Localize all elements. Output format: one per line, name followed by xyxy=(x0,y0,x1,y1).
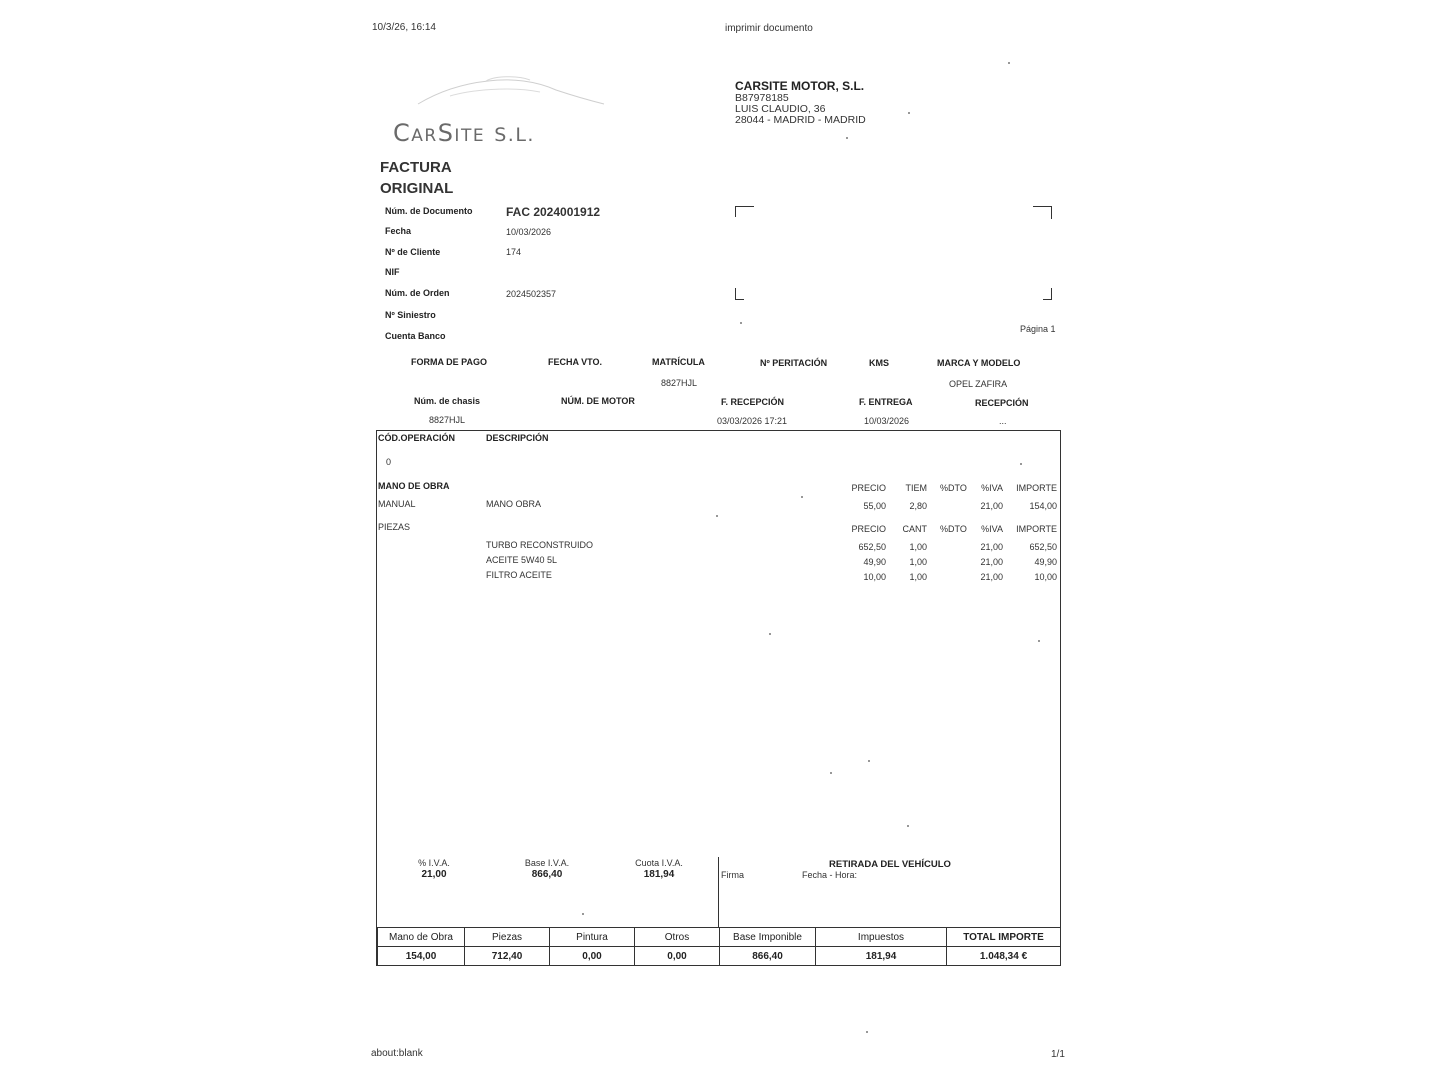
scan-speck xyxy=(1020,463,1022,465)
labour-row-description: MANO OBRA xyxy=(486,499,542,509)
parts-row-amount: 49,90 xyxy=(1034,557,1057,567)
parts-column-discount: %DTO xyxy=(940,524,967,534)
total-value-grand-total: 1.048,34 € xyxy=(947,947,1061,966)
field-label-bank-account: Cuenta Banco xyxy=(385,331,446,341)
header-delivery-date: F. ENTREGA xyxy=(859,397,913,407)
total-value-taxable-base: 866,40 xyxy=(720,947,816,966)
total-label-paint: Pintura xyxy=(550,928,635,947)
header-engine-number: NÚM. DE MOTOR xyxy=(561,396,635,406)
print-datetime: 10/3/26, 16:14 xyxy=(372,22,436,33)
value-make-model: OPEL ZAFIRA xyxy=(949,379,1008,389)
scan-speck xyxy=(907,825,909,827)
total-value-paint: 0,00 xyxy=(550,947,635,966)
field-label-client-number: Nº de Cliente xyxy=(385,247,441,257)
parts-row-amount: 10,00 xyxy=(1034,572,1057,582)
value-reception: ... xyxy=(999,416,1007,426)
labour-column-price: PRECIO xyxy=(851,483,886,493)
parts-section-label: PIEZAS xyxy=(378,522,411,532)
total-label-taxes: Impuestos xyxy=(816,928,947,947)
print-url: about:blank xyxy=(371,1048,423,1059)
company-cif: B87978185 xyxy=(735,92,789,104)
field-label-date: Fecha xyxy=(385,226,412,236)
scan-speck xyxy=(866,1031,868,1033)
scan-speck xyxy=(868,760,870,762)
labour-row-code: MANUAL xyxy=(378,499,416,509)
column-operation-code: CÓD.OPERACIÓN xyxy=(378,433,456,443)
parts-row-price: 49,90 xyxy=(863,557,886,567)
parts-column-quantity: CANT xyxy=(902,524,927,534)
field-label-order-number: Núm. de Orden xyxy=(385,288,450,298)
parts-row-vat: 21,00 xyxy=(980,572,1003,582)
header-due-date: FECHA VTO. xyxy=(548,357,603,367)
labour-row-price: 55,00 xyxy=(863,501,886,511)
field-value-order-number: 2024502357 xyxy=(506,289,557,299)
parts-row-description: FILTRO ACEITE xyxy=(486,570,552,580)
vat-rate-value: 21,00 xyxy=(421,869,447,880)
withdrawal-title: RETIRADA DEL VEHÍCULO xyxy=(829,859,951,870)
header-make-model: MARCA Y MODELO xyxy=(937,358,1021,368)
labour-row-amount: 154,00 xyxy=(1029,501,1057,511)
withdrawal-datetime-label: Fecha - Hora: xyxy=(802,870,858,880)
scan-speck xyxy=(1008,62,1010,64)
total-label-grand-total: TOTAL IMPORTE xyxy=(947,928,1061,947)
scan-speck xyxy=(716,515,718,517)
vat-quota-value: 181,94 xyxy=(643,869,675,880)
scan-speck xyxy=(740,322,742,324)
signature-label: Firma xyxy=(721,870,744,880)
logo-text-suffix: S.L. xyxy=(494,124,535,146)
document-type-line1: FACTURA xyxy=(380,159,452,176)
totals-table xyxy=(377,927,1061,966)
total-label-taxable-base: Base Imponible xyxy=(720,928,816,947)
vat-quota-label: Cuota I.V.A. xyxy=(635,858,683,868)
company-logo xyxy=(390,72,620,119)
parts-row-quantity: 1,00 xyxy=(909,542,927,552)
header-reception-date: F. RECEPCIÓN xyxy=(721,397,785,407)
car-silhouette-icon xyxy=(390,72,620,114)
field-value-document-number: FAC 2024001912 xyxy=(506,205,601,219)
field-label-document-number: Núm. de Documento xyxy=(385,206,473,216)
document-type xyxy=(380,157,453,199)
header-chassis-number: Núm. de chasis xyxy=(414,396,481,406)
scan-speck xyxy=(582,913,584,915)
vat-base-label: Base I.V.A. xyxy=(524,858,570,868)
operation-code-value: 0 xyxy=(386,457,392,467)
document-type-line2: ORIGINAL xyxy=(380,180,454,197)
parts-row-price: 10,00 xyxy=(863,572,886,582)
frame-corner-top-right xyxy=(1033,206,1052,219)
labour-column-amount: IMPORTE xyxy=(1016,483,1057,493)
parts-row-quantity: 1,00 xyxy=(909,572,927,582)
value-chassis-number: 8827HJL xyxy=(429,415,466,425)
scan-speck xyxy=(769,633,771,635)
labour-row-vat: 21,00 xyxy=(980,501,1003,511)
company-city: 28044 - MADRID - MADRID xyxy=(735,114,866,126)
parts-row-description: ACEITE 5W40 5L xyxy=(486,555,558,565)
scan-speck xyxy=(801,496,803,498)
frame-corner-top-left xyxy=(735,206,754,217)
total-label-other: Otros xyxy=(635,928,720,947)
value-delivery-date: 10/03/2026 xyxy=(864,416,910,426)
total-value-parts: 712,40 xyxy=(465,947,550,966)
print-title: imprimir documento xyxy=(725,23,813,34)
company-street: LUIS CLAUDIO, 36 xyxy=(735,103,826,115)
frame-corner-bottom-left xyxy=(735,288,744,300)
total-label-labour: Mano de Obra xyxy=(378,928,465,947)
total-value-labour: 154,00 xyxy=(378,947,465,966)
page-number: Página 1 xyxy=(1020,324,1056,334)
parts-row-amount: 652,50 xyxy=(1029,542,1057,552)
header-appraisal-number: Nº PERITACIÓN xyxy=(760,358,828,368)
value-plate: 8827HJL xyxy=(661,378,698,388)
labour-column-discount: %DTO xyxy=(940,483,967,493)
totals-labels-row xyxy=(378,928,1061,947)
vat-rate-label: % I.V.A. xyxy=(418,858,450,868)
print-page-count: 1/1 xyxy=(1051,1049,1065,1060)
logo-text-main: CarSite xyxy=(393,119,486,147)
header-reception: RECEPCIÓN xyxy=(975,398,1029,408)
parts-row-vat: 21,00 xyxy=(980,557,1003,567)
labour-column-time: TIEM xyxy=(905,483,927,493)
logo-text xyxy=(393,119,535,147)
withdrawal-divider xyxy=(718,857,719,927)
total-value-taxes: 181,94 xyxy=(816,947,947,966)
parts-column-amount: IMPORTE xyxy=(1016,524,1057,534)
vat-base-value: 866,40 xyxy=(531,869,563,880)
header-plate: MATRÍCULA xyxy=(652,357,705,367)
field-value-date: 10/03/2026 xyxy=(506,227,552,237)
total-label-parts: Piezas xyxy=(465,928,550,947)
labour-column-vat: %IVA xyxy=(981,483,1003,493)
field-value-client-number: 174 xyxy=(506,247,522,257)
total-value-other: 0,00 xyxy=(635,947,720,966)
field-label-claim-number: Nº Siniestro xyxy=(385,310,436,320)
parts-row-quantity: 1,00 xyxy=(909,557,927,567)
frame-corner-bottom-right xyxy=(1043,288,1052,300)
parts-row-price: 652,50 xyxy=(858,542,886,552)
scan-speck xyxy=(1038,640,1040,642)
field-label-nif: NIF xyxy=(385,267,400,277)
parts-row-description: TURBO RECONSTRUIDO xyxy=(486,540,594,550)
labour-section-label: MANO DE OBRA xyxy=(378,481,450,491)
scan-speck xyxy=(846,137,848,139)
value-reception-date: 03/03/2026 17:21 xyxy=(717,416,788,426)
scan-speck xyxy=(830,772,832,774)
header-kms: KMS xyxy=(869,358,889,368)
scan-speck xyxy=(908,112,910,114)
parts-row-vat: 21,00 xyxy=(980,542,1003,552)
header-payment-method: FORMA DE PAGO xyxy=(411,357,487,367)
totals-values-row xyxy=(378,947,1061,966)
column-description: DESCRIPCIÓN xyxy=(486,433,549,443)
parts-column-vat: %IVA xyxy=(981,524,1003,534)
company-name: CARSITE MOTOR, S.L. xyxy=(735,79,865,93)
parts-column-price: PRECIO xyxy=(851,524,886,534)
labour-row-time: 2,80 xyxy=(909,501,927,511)
